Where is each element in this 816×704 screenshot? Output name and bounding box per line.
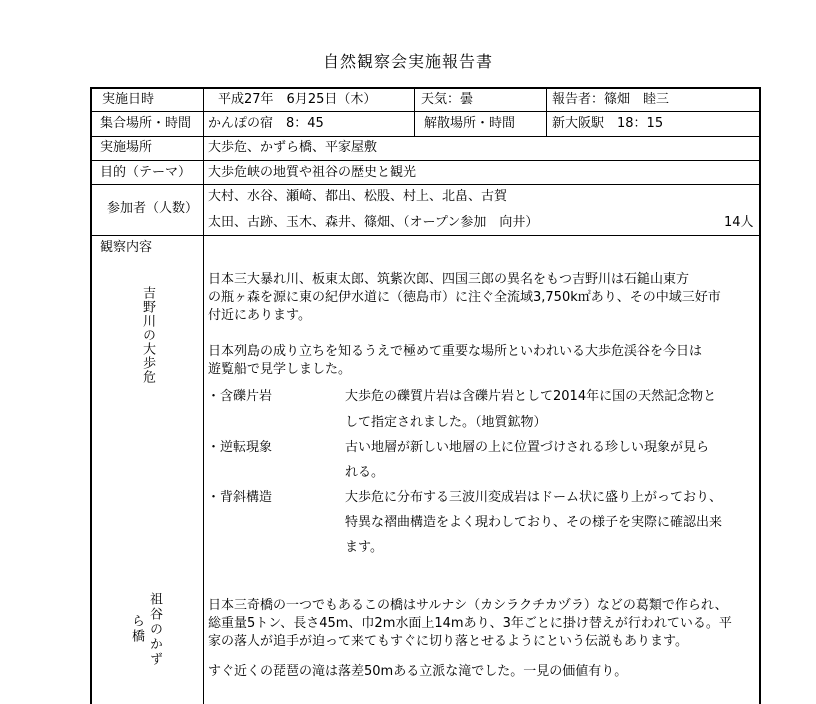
participants-list-line1: 大村、水谷、瀬崎、都出、松股、村上、北畠、古賀: [208, 189, 508, 204]
gather-label: 集合場所・時間: [100, 116, 192, 131]
reporter-value: 報告者：篠畑 睦三: [552, 92, 670, 107]
gather-value: かんぽの宿 8：45: [208, 116, 324, 131]
item-term: ・逆転現象: [207, 440, 273, 455]
theme-value: 大歩危峡の地質や祖谷の歴史と観光: [208, 165, 417, 180]
column-divider: [203, 87, 204, 704]
participants-count: 14人: [724, 215, 754, 230]
column-divider: [414, 87, 415, 136]
date-value: 平成27年 6月25日（木）: [218, 92, 377, 107]
section-heading-kazurabashi: 祖谷のかず: [147, 592, 162, 667]
item-desc-line: 大歩危の礫質片岩は含礫片岩として2014年に国の天然記念物と: [345, 389, 717, 404]
item-desc-line: ます。: [345, 540, 383, 555]
section1-para1-line: の瓶ヶ森を源に東の紀伊水道に（徳島市）に注ぐ全流域3,750k㎡あり、その中域三好市: [208, 290, 721, 305]
weather-value: 天気：曇: [421, 92, 474, 107]
dismiss-value: 新大阪駅 18：15: [552, 116, 664, 131]
place-label: 実施場所: [100, 140, 153, 155]
report-title: 自然観察会実施報告書: [322, 52, 493, 71]
column-divider: [546, 87, 547, 136]
item-desc-line: 古い地層が新しい地層の上に位置づけされる珍しい現象が見ら: [345, 440, 710, 455]
participants-label: 参加者（人数）: [107, 201, 199, 216]
item-desc-line: れる。: [345, 465, 385, 480]
row-divider: [90, 111, 760, 112]
observation-label: 観察内容: [100, 240, 153, 255]
section-heading-kazurabashi-cont: ら橋: [129, 614, 144, 644]
table-border-left: [90, 87, 92, 704]
participants-list-line2: 太田、古跡、玉木、森井、篠畑、（オープン参加 向井）: [208, 215, 539, 230]
section2-para1-line: 総重量5トン、長さ45m、巾2m水面上14mあり、3年ごとに掛け替えが行われている。平: [208, 616, 732, 631]
item-term: ・背斜構造: [207, 490, 273, 505]
section2-para2-line: すぐ近くの琵琶の滝は落差50mある立派な滝でした。一見の価値有り。: [208, 664, 628, 679]
place-value: 大歩危、かずら橋、平家屋敷: [208, 140, 378, 155]
row-divider: [90, 235, 760, 236]
date-label: 実施日時: [102, 92, 155, 107]
row-divider: [90, 160, 760, 161]
table-border-right: [759, 87, 761, 704]
section-heading-yoshino: 吉野川の大歩危: [140, 286, 155, 384]
section2-para1-line: 家の落人が追手が迫って来てもすぐに切り落とせるようにという伝説もあります。: [208, 634, 688, 649]
section1-para1-line: 付近にあります。: [208, 308, 311, 323]
section1-para2-line: 日本列島の成り立ちを知るうえで極めて重要な場所といわれいる大歩危渓谷を今日は: [208, 344, 703, 359]
item-desc-line: 大歩危に分布する三波川変成岩はドーム状に盛り上がっており、: [345, 490, 723, 505]
theme-label: 目的（テーマ）: [100, 165, 192, 180]
row-divider: [90, 136, 760, 137]
section1-para2-line: 遊覧船で見学しました。: [208, 362, 352, 377]
item-desc-line: 特異な褶曲構造をよく現わしており、その様子を実際に確認出来: [345, 515, 723, 530]
section1-para1-line: 日本三大暴れ川、板東太郎、筑紫次郎、四国三郎の異名をもつ吉野川は石鎚山東方: [208, 272, 690, 287]
section2-para1-line: 日本三奇橋の一つでもあるこの橋はサルナシ（カシラクチカヅラ）などの葛類で作られ、: [208, 598, 728, 613]
table-border-top: [90, 87, 760, 89]
dismiss-label: 解散場所・時間: [424, 116, 516, 131]
item-term: ・含礫片岩: [207, 389, 273, 404]
item-desc-line: して指定されました。（地質鉱物）: [345, 415, 547, 430]
row-divider: [90, 184, 760, 185]
